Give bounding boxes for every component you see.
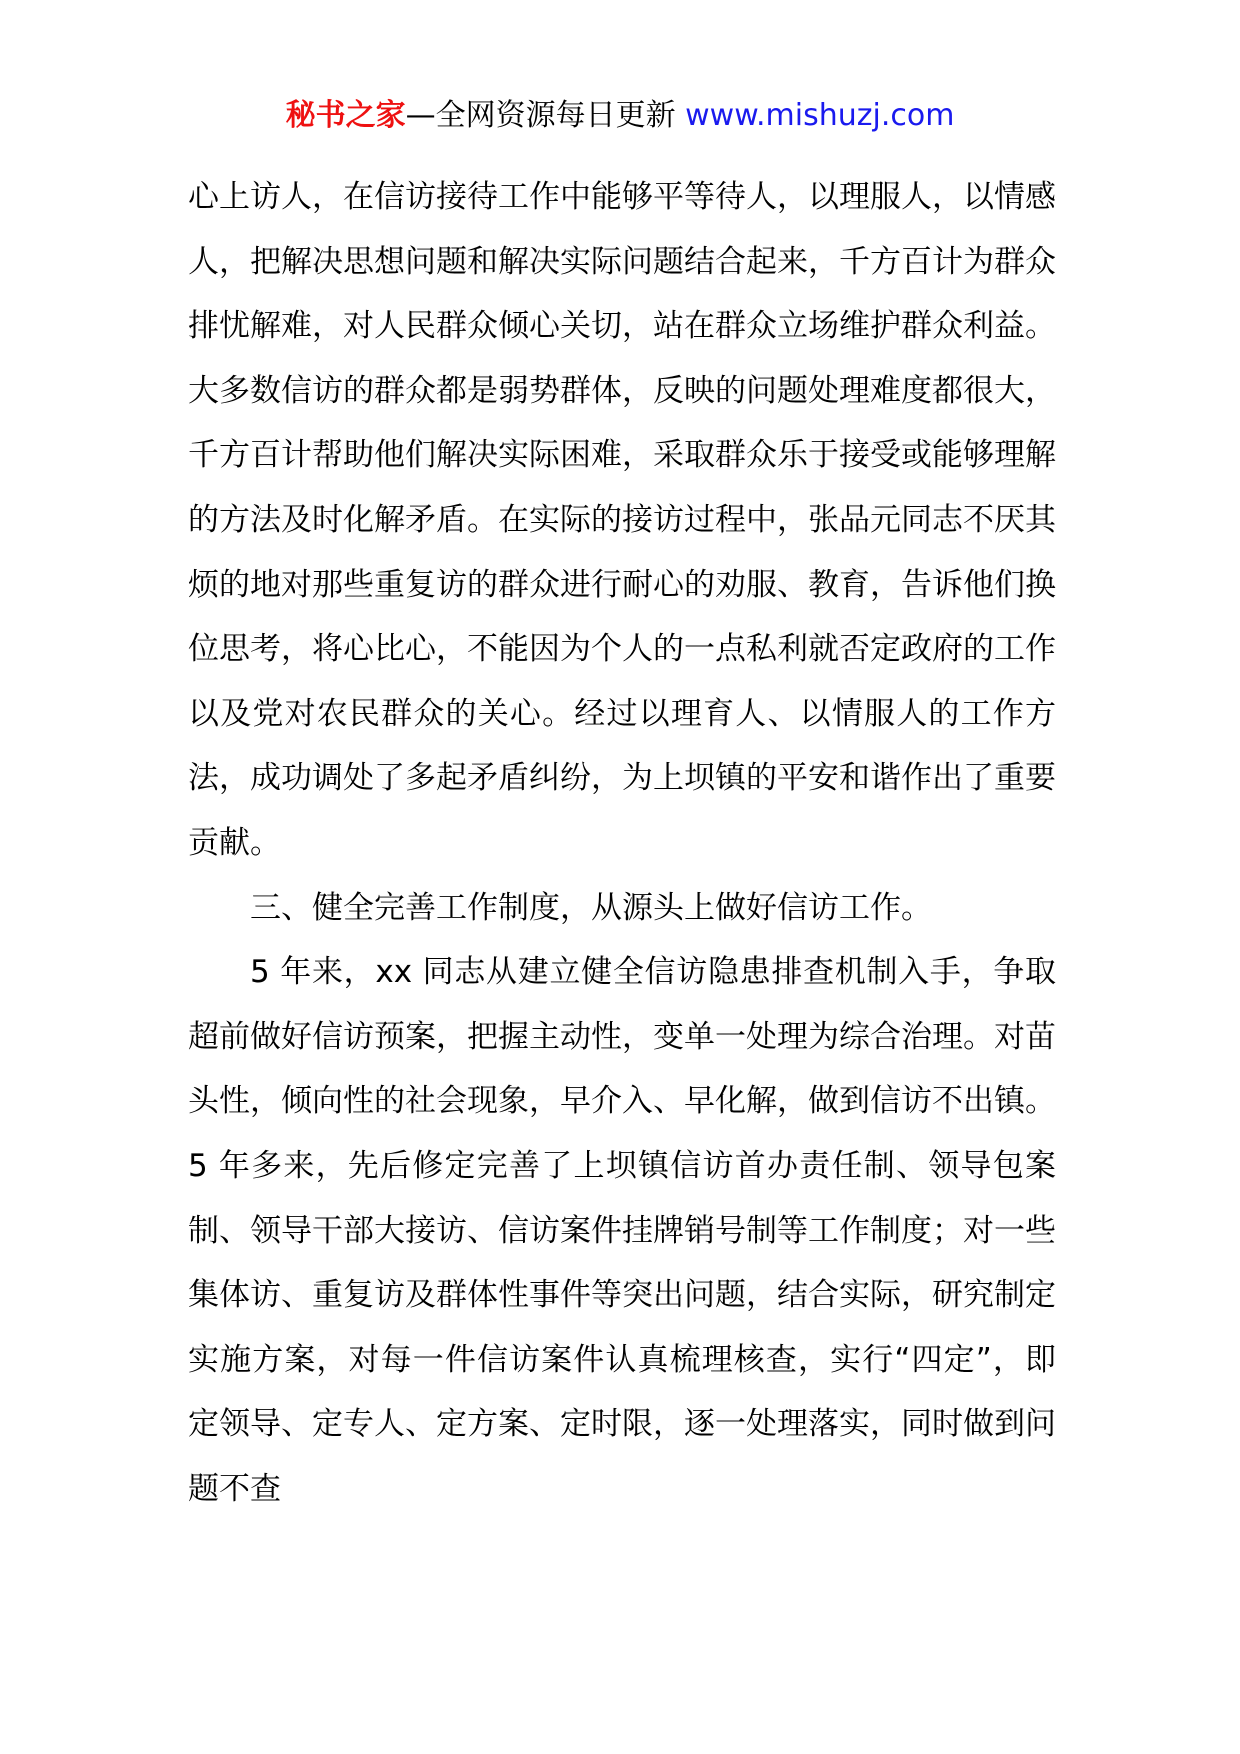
section-heading: 三、健全完善工作制度，从源头上做好信访工作。	[250, 889, 932, 926]
body-paragraph: 5 年来，xx 同志从建立健全信访隐患排查机制入手，争取超前做好信访预案，把握主动性，变单一处理为综合治理。对苗头性，倾向性的社会现象，早介入、早化解，做到信访不出镇。5 年多来，先后修定完善了上坝镇信访首办责任制、领导包案制、领导干部大接访、信访案件挂牌销号制等工作制度；对一些集体访、重复访及群体性事件等突出问题，结合实际，研究制定实施方案，对每一件信访案件认真梳理核查，实行“四定”，即定领导、定专人、定方案、定时限，逐一处理落实，同时做到问题不查	[188, 954, 1056, 1507]
body-paragraph: 心上访人，在信访接待工作中能够平等待人，以理服人，以情感人，把解决思想问题和解决实际问题结合起来，千方百计为群众排忧解难，对人民群众倾心关切，站在群众立场维护群众利益。大多数信访的群众都是弱势群体，反映的问题处理难度都很大，千方百计帮助他们解决实际困难，采取群众乐于接受或能够理解的方法及时化解矛盾。在实际的接访过程中，张品元同志不厌其烦的地对那些重复访的群众进行耐心的劝服、教育，告诉他们换位思考，将心比心，不能因为个人的一点私利就否定政府的工作以及党对农民群众的关心。经过以理育人、以情服人的工作方法，成功调处了多起矛盾纠纷，为上坝镇的平安和谐作出了重要贡献。	[188, 179, 1056, 861]
document-body	[188, 165, 1056, 1521]
brand-name: 秘书之家	[285, 98, 406, 133]
site-header	[0, 96, 1240, 136]
site-url-link[interactable]: www.mishuzj.com	[685, 98, 955, 133]
header-slogan: —全网资源每日更新	[405, 98, 686, 133]
